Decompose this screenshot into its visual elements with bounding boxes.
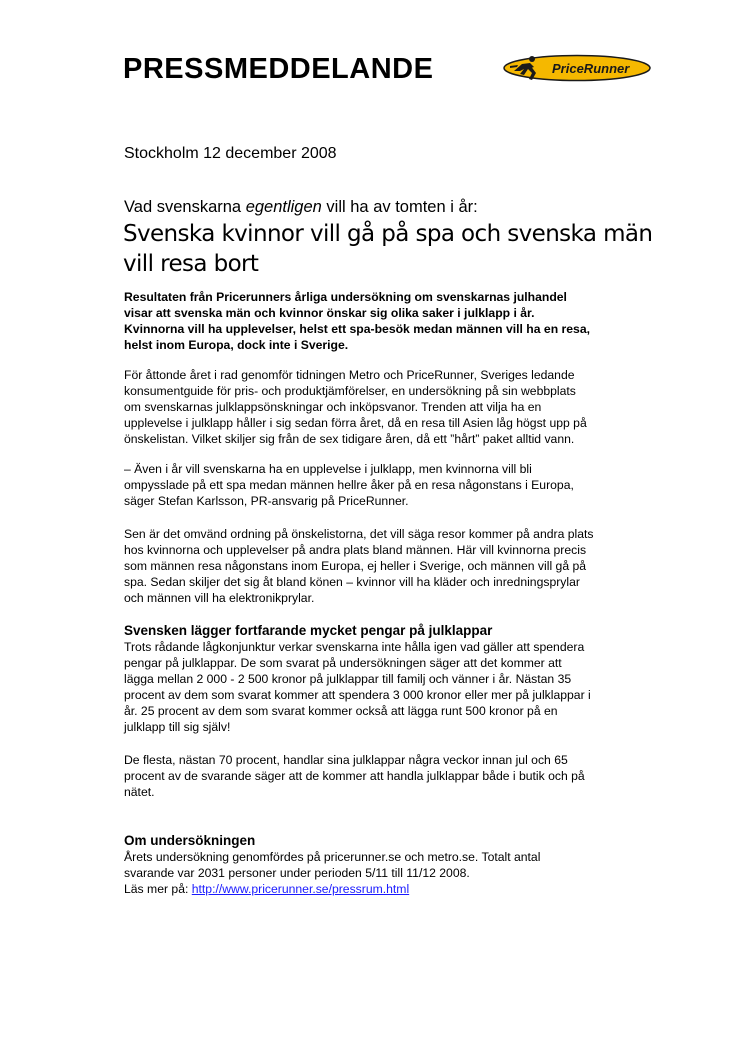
headline: Svenska kvinnor vill gå på spa och svenska män vill resa bort (123, 221, 653, 277)
text-line: spa. Sedan skiljer det sig åt bland könen – kvinnor vill ha kläder och inredningsprylar (124, 575, 580, 589)
text-line: hos kvinnorna och upplevelser på andra plats bland männen. Här vill kvinnorna precis (124, 543, 587, 557)
text-line: ompysslade på ett spa medan männen hellre åker på en resa någonstans i Europa, (124, 478, 574, 492)
text-line: och männen vill ha elektronikprylar. (124, 591, 315, 605)
text-line: konsumentguide för pris- och produktjämförelser, en undersökning på sin webbplats (124, 384, 576, 398)
read-more-label: Läs mer på: (124, 882, 192, 896)
section-heading-spending: Svensken lägger fortfarande mycket pengar på julklappar (124, 623, 493, 638)
text-line: procent av de svarande säger att de kommer att handla julklappar både i butik och på (124, 769, 585, 783)
kicker-before: Vad svenskarna (124, 198, 246, 216)
text-line: som männen resa någonstans inom Europa, ej heller i Sverige, och männen vill gå på (124, 559, 587, 573)
text-line: Årets undersökning genomfördes på pricerunner.se och metro.se. Totalt antal (124, 850, 541, 864)
read-more-line (124, 881, 654, 897)
logo-wordmark: PriceRunner (552, 61, 630, 76)
text-line: om svenskarnas julklappsönskningar och inköpsvanor. Trenden att vilja ha en (124, 400, 542, 414)
section-heading-survey: Om undersökningen (124, 833, 256, 848)
lead-line: Resultaten från Pricerunners årliga undersökning om svenskarnas julhandel (124, 290, 567, 304)
paragraph-1 (124, 367, 654, 447)
section-spending-paragraph-1 (124, 639, 654, 735)
text-line: år. 25 procent av dem som svarat kommer också att lägga runt 500 kronor på en (124, 704, 558, 718)
text-line: pengar på julklappar. De som svarat på undersökningen säger att det kommer att (124, 656, 562, 670)
kicker-emphasis: egentligen (245, 198, 322, 216)
lead-line: visar att svenska män och kvinnor önskar sig olika saker i julklapp i år. (124, 306, 535, 320)
text-line: Sen är det omvänd ordning på önskelistorna, det vill säga resor kommer på andra plats (124, 527, 594, 541)
text-line: lägga mellan 2 000 - 2 500 kronor på julklappar till familj och vänner i år. Nästan 35 (124, 672, 572, 686)
section-spending-paragraph-2 (124, 752, 654, 800)
text-line: nätet. (124, 785, 155, 799)
pressroom-link[interactable]: http://www.pricerunner.se/pressrum.html (191, 882, 410, 896)
lead-line: Kvinnorna vill ha upplevelser, helst ett spa-besök medan männen vill ha en resa, (124, 322, 590, 336)
dateline: Stockholm 12 december 2008 (124, 145, 337, 162)
text-line: säger Stefan Karlsson, PR-ansvarig på PriceRunner. (124, 494, 409, 508)
text-line: önskelistan. Vilket skiljer sig från de sex tidigare åren, då ett ”hårt” paket alltid vann. (124, 432, 575, 446)
paragraph-3 (124, 526, 654, 606)
lead-line: helst inom Europa, dock inte i Sverige. (124, 338, 349, 352)
text-line: För åttonde året i rad genomför tidningen Metro och PriceRunner, Sveriges ledande (124, 368, 575, 382)
paragraph-2 (124, 461, 654, 509)
text-line: julklapp till sig själv! (124, 720, 231, 734)
pricerunner-logo (502, 53, 652, 83)
text-line: – Även i år vill svenskarna ha en upplevelse i julklapp, men kvinnorna vill bli (124, 462, 532, 476)
kicker-after: vill ha av tomten i år: (321, 198, 478, 216)
text-line: Trots rådande lågkonjunktur verkar svenskarna inte hålla igen vad gäller att spendera (124, 640, 585, 654)
text-line: De flesta, nästan 70 procent, handlar sina julklappar några veckor innan jul och 65 (124, 753, 568, 767)
text-line: svarande var 2031 personer under perioden 5/11 till 11/12 2008. (124, 866, 470, 880)
text-line: procent av dem som svarat kommer att spendera 3 000 kronor eller mer på julklappar i (124, 688, 591, 702)
lead-paragraph (124, 289, 654, 353)
page-title: PRESSMEDDELANDE (123, 53, 434, 85)
section-survey-paragraph (124, 849, 654, 897)
text-line: upplevelse i julklapp håller i sig sedan förra året, då en resa till Asien låg högst upp på (124, 416, 587, 430)
kicker (124, 197, 478, 217)
